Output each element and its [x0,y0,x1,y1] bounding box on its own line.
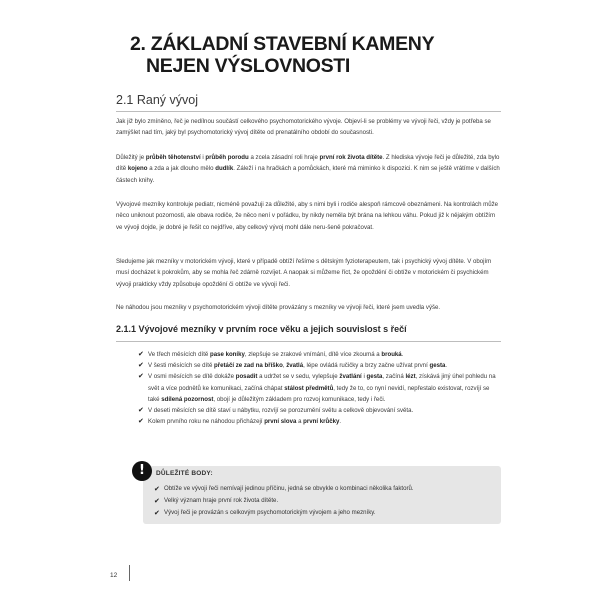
page-number: 12 [110,572,118,579]
checkmark-icon: ✔ [138,417,144,426]
important-point-text: Obtíže ve vývoji řeči nemívají jedinou příčinu, jedná se obvykle o kombinaci několika faktorů. [164,485,414,492]
milestone-list [138,349,502,427]
important-point-text: Vývoj řeči je provázán s celkovým psychomotorickým vývojem a jeho mezníky. [164,509,376,516]
checkmark-icon: ✔ [138,372,144,381]
section-title: 2.1 Raný vývoj [116,93,198,107]
milestone-text: Ve třech měsících dítě pase koníky, zlepšuje se zrakové vnímání, dítě více zkoumá a brouká. [148,351,404,358]
paragraph: Jak již bylo zmíněno, řeč je nedílnou součástí celkového psychomotorického vývoje. Objeví-li se problémy ve vývoji řeči, vždy je potřeba se zamýšlet nad tím, jaký byl psychomotorický vývoj dítěte od prenatálního období do současnosti. [116,118,491,137]
exclamation-icon: ! [132,461,152,481]
milestone-item [138,349,502,360]
important-point [154,483,494,495]
section-divider [116,111,501,112]
milestone-item [138,360,502,371]
important-point [154,507,494,519]
paragraph: Vývojové mezníky kontroluje pediatr, nicméně považuji za důležité, aby s nimi byli i rodiče alespoň rámcově obeznámeni. Na kontrolách může něco uniknout pozornosti, ale obava rodiče, že něco není v pořádku, by nikdy neměla být brána na lehkou váhu. Pokud již k nějakým obtížím ve vývoji dojde, je dobré je řešit co nejdříve, aby celkový vývoj mohl dále neru-šeně pokračovat. [116,201,499,231]
paragraph: Ne náhodou jsou mezníky v psychomotorickém vývoji dítěte provázány s mezníky ve vývoji řeči, které jsem uvedla výše. [116,304,441,311]
chapter-title-line1: 2. ZÁKLADNÍ STAVEBNÍ KAMENY [130,33,435,55]
checkmark-icon: ✔ [138,406,144,415]
checkmark-icon: ✔ [154,509,160,517]
paragraph: Důležitý je průběh těhotenství i průběh porodu a zcela zásadní roli hraje první rok života dítěte. Z hlediska vývoje řeči je důležité, zda bylo dítě kojeno a zda a jak dlouho mělo dudlík. Záleží i na hračkách a pomůckách, které má miminko k dispozici. K nim se ještě vrátíme v dalších částech knihy. [116,154,500,184]
milestone-item [138,416,502,427]
subsection-title: 2.1.1 Vývojové mezníky v prvním roce věku a jejich souvislost s řečí [116,324,407,334]
paragraph: Sledujeme jak mezníky v motorickém vývoji, které v případě obtíží řešíme s dětským fyzioterapeutem, tak i psychický vývoj dítěte. V obojím musí docházet k pokrokům, aby se mohla řeč zdárně rozvíjet. A naopak si můžeme říct, že opoždění či obtíže v motorickém či psychickém vývoji prakticky vždy způsobuje opoždění či obtíže ve vývoji řeči. [116,258,492,288]
milestone-text: Kolem prvního roku ne náhodou přicházejí první slova a první krůčky. [148,418,342,426]
checkmark-icon: ✔ [154,497,160,505]
chapter-title [130,33,530,77]
milestone-text: V osmi měsících se dítě dokáže posadit a udržet se v sedu, vylepšuje žvatlání i gesta, začíná lézt, získává jiný úhel pohledu na svět a více podnětů ke komunikaci, začíná chápat stálost předmětů, tedy že to, co nyní nevidí, nepřestalo existovat, rozvíjí se také sdílená pozornost, obojí je důležitým základem pro rozvoj komunikace, tedy i řeči. [148,373,496,403]
chapter-title-line2: NEJEN VÝSLOVNOSTI [146,55,351,77]
page-number-divider [129,565,130,581]
milestone-text: V šesti měsících se dítě přetáčí ze zad na bříško, žvatlá, lépe ovládá ručičky a brzy začne užívat první gesta. [148,362,448,370]
milestone-text: V deseti měsících se dítě staví u nábytku, rozvíjí se porozumění světu a celkově objevování světa. [148,407,414,415]
milestone-item [138,371,502,405]
checkmark-icon: ✔ [154,485,160,493]
important-points-list [154,483,494,519]
subsection-divider [116,341,501,342]
important-heading: DŮLEŽITÉ BODY: [156,470,213,477]
checkmark-icon: ✔ [138,350,144,358]
important-point-text: Velký význam hraje první rok života dítěte. [164,497,279,504]
checkmark-icon: ✔ [138,361,144,370]
milestone-item [138,405,502,416]
important-point [154,495,494,507]
